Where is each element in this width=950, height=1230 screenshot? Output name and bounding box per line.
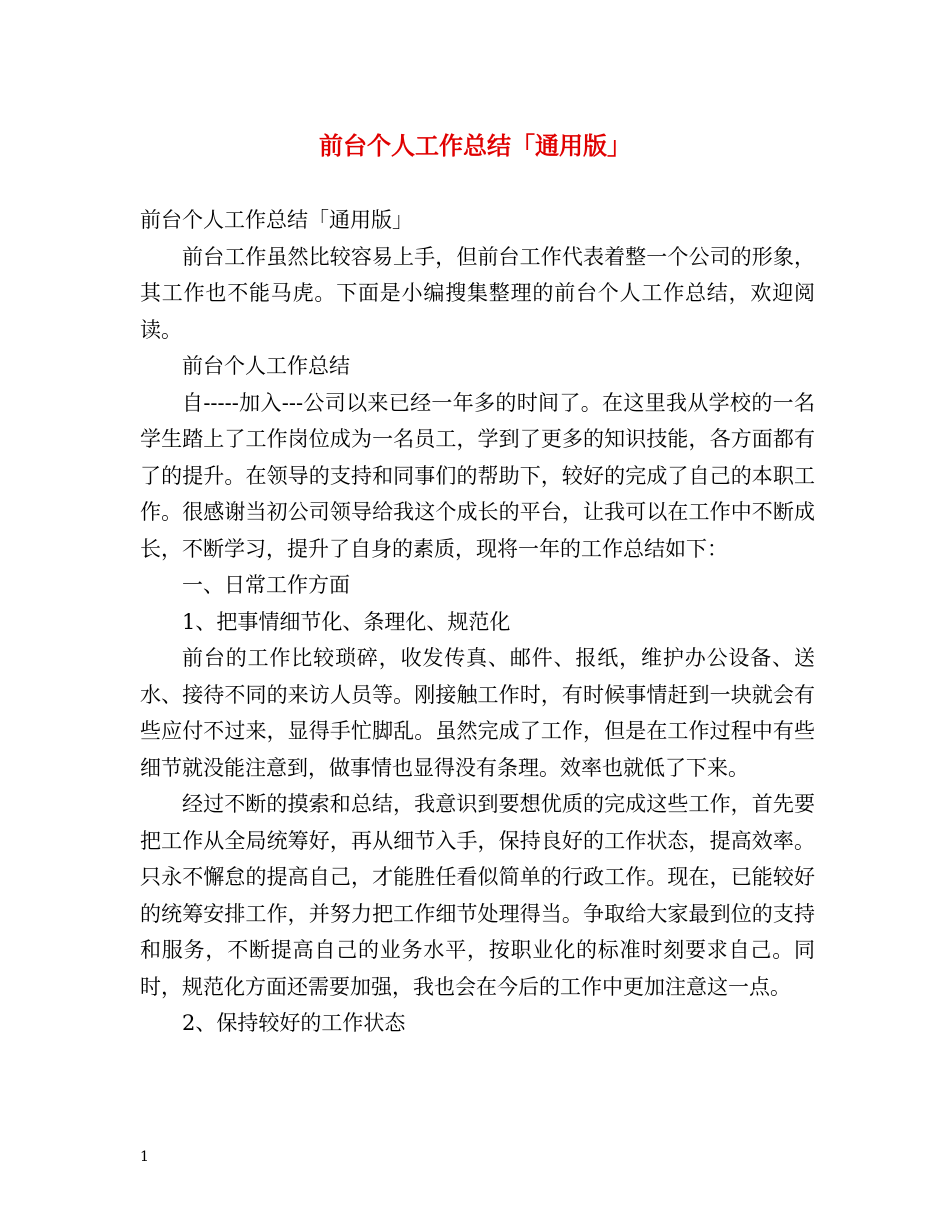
subtitle-paragraph: 前台个人工作总结「通用版」	[140, 208, 413, 232]
document-title: 前台个人工作总结「通用版」	[319, 131, 631, 160]
subsection-heading: 2、保持较好的工作状态	[182, 1011, 406, 1035]
body-paragraph: 前台的工作比较琐碎，收发传真、邮件、报纸，维护办公设备、送水、接待不同的来访人员等。刚接触工作时，有时候事情赶到一块就会有些应付不过来，显得手忙脚乱。虽然完成了工作，但是在工作过程中有些细节就没能注意到，做事情也显得没有条理。效率也就低了下来。	[140, 646, 815, 780]
intro-paragraph: 前台工作虽然比较容易上手，但前台工作代表着整一个公司的形象，其工作也不能马虎。下面是小编搜集整理的前台个人工作总结，欢迎阅读。	[140, 244, 815, 342]
section-heading: 前台个人工作总结	[182, 354, 350, 378]
page-number: 1	[140, 1149, 149, 1165]
body-paragraph: 经过不断的摸索和总结，我意识到要想优质的完成这些工作，首先要把工作从全局统筹好，再从细节入手，保持良好的工作状态，提高效率。只永不懈怠的提高自己，才能胜任看似简单的行政工作。现在，已能较好的统筹安排工作，并努力把工作细节处理得当。争取给大家最到位的支持和服务，不断提高自己的业务水平，按职业化的标准时刻要求自己。同时，规范化方面还需要加强，我也会在今后的工作中更加注意这一点。	[140, 792, 815, 999]
body-paragraph: 自-----加入---公司以来已经一年多的时间了。在这里我从学校的一名学生踏上了工作岗位成为一名员工，学到了更多的知识技能，各方面都有了的提升。在领导的支持和同事们的帮助下，较好的完成了自己的本职工作。很感谢当初公司领导给我这个成长的平台，让我可以在工作中不断成长，不断学习，提升了自身的素质，现将一年的工作总结如下：	[140, 390, 815, 561]
document-body	[140, 202, 815, 1042]
section-heading: 一、日常工作方面	[182, 573, 350, 597]
subsection-heading: 1、把事情细节化、条理化、规范化	[182, 609, 511, 634]
